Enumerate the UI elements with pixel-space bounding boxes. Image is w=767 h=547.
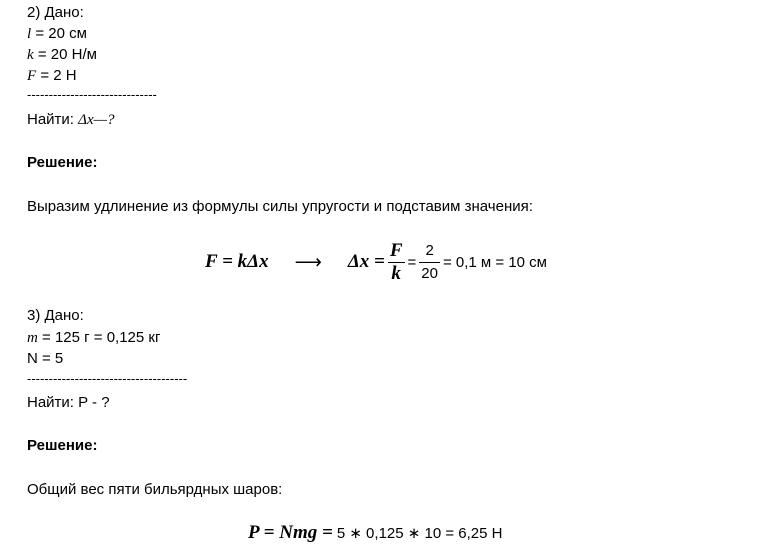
task2-solution-label: Решение: (27, 154, 98, 171)
task2-separator: ------------------------------ (27, 87, 157, 102)
given-stiffness (27, 46, 97, 64)
elongation-formula (205, 236, 547, 288)
fraction-denominator-k: k (391, 262, 401, 284)
task2-find-suffix: —? (93, 112, 115, 128)
fraction-2-over-20 (419, 240, 440, 285)
weight-formula (248, 520, 502, 546)
weight-formula-result: 5 ∗ 0,125 ∗ 10 = 6,25 Н (336, 525, 503, 542)
task3-solution-label: Решение: (27, 437, 98, 454)
fraction-denominator-20: 20 (421, 264, 438, 282)
hooke-law: F = kΔx (205, 251, 269, 272)
task2-find-var: Δx (78, 112, 94, 128)
given-force-var: F (27, 68, 37, 84)
task2-find (27, 111, 114, 129)
given-mass-var: m (27, 330, 38, 346)
task3-separator: ------------------------------------- (27, 371, 188, 386)
delta-x-label: Δx = (347, 251, 385, 272)
weight-formula-lhs: P = Nmg = (248, 522, 333, 543)
fraction-f-over-k (388, 240, 405, 285)
task3-find: Найти: P - ? (27, 394, 110, 411)
fraction-numerator-2: 2 (425, 241, 434, 259)
given-stiffness-var: k (27, 47, 34, 63)
task2-header: 2) Дано: (27, 4, 84, 21)
fraction-numerator-f: F (389, 239, 403, 261)
equals-sign: = (407, 253, 417, 271)
given-stiffness-value: = 20 Н/м (33, 46, 97, 63)
elongation-result: = 0,1 м = 10 см (442, 253, 547, 271)
given-mass-value: = 125 г = 0,125 кг (37, 329, 161, 346)
arrow-icon: ⟶ (294, 251, 322, 273)
task2-find-label: Найти: (27, 111, 79, 128)
task2-explanation: Выразим удлинение из формулы силы упругости и подставим значения: (27, 198, 533, 215)
task3-explanation: Общий вес пяти бильярдных шаров: (27, 481, 283, 498)
given-count: N = 5 (27, 350, 64, 367)
given-length (27, 25, 87, 43)
given-length-value: = 20 см (31, 25, 87, 42)
given-force (27, 67, 77, 85)
given-mass (27, 329, 160, 347)
given-length-var: l (27, 26, 32, 42)
given-force-value: = 2 Н (36, 67, 77, 84)
task3-header: 3) Дано: (27, 307, 84, 324)
